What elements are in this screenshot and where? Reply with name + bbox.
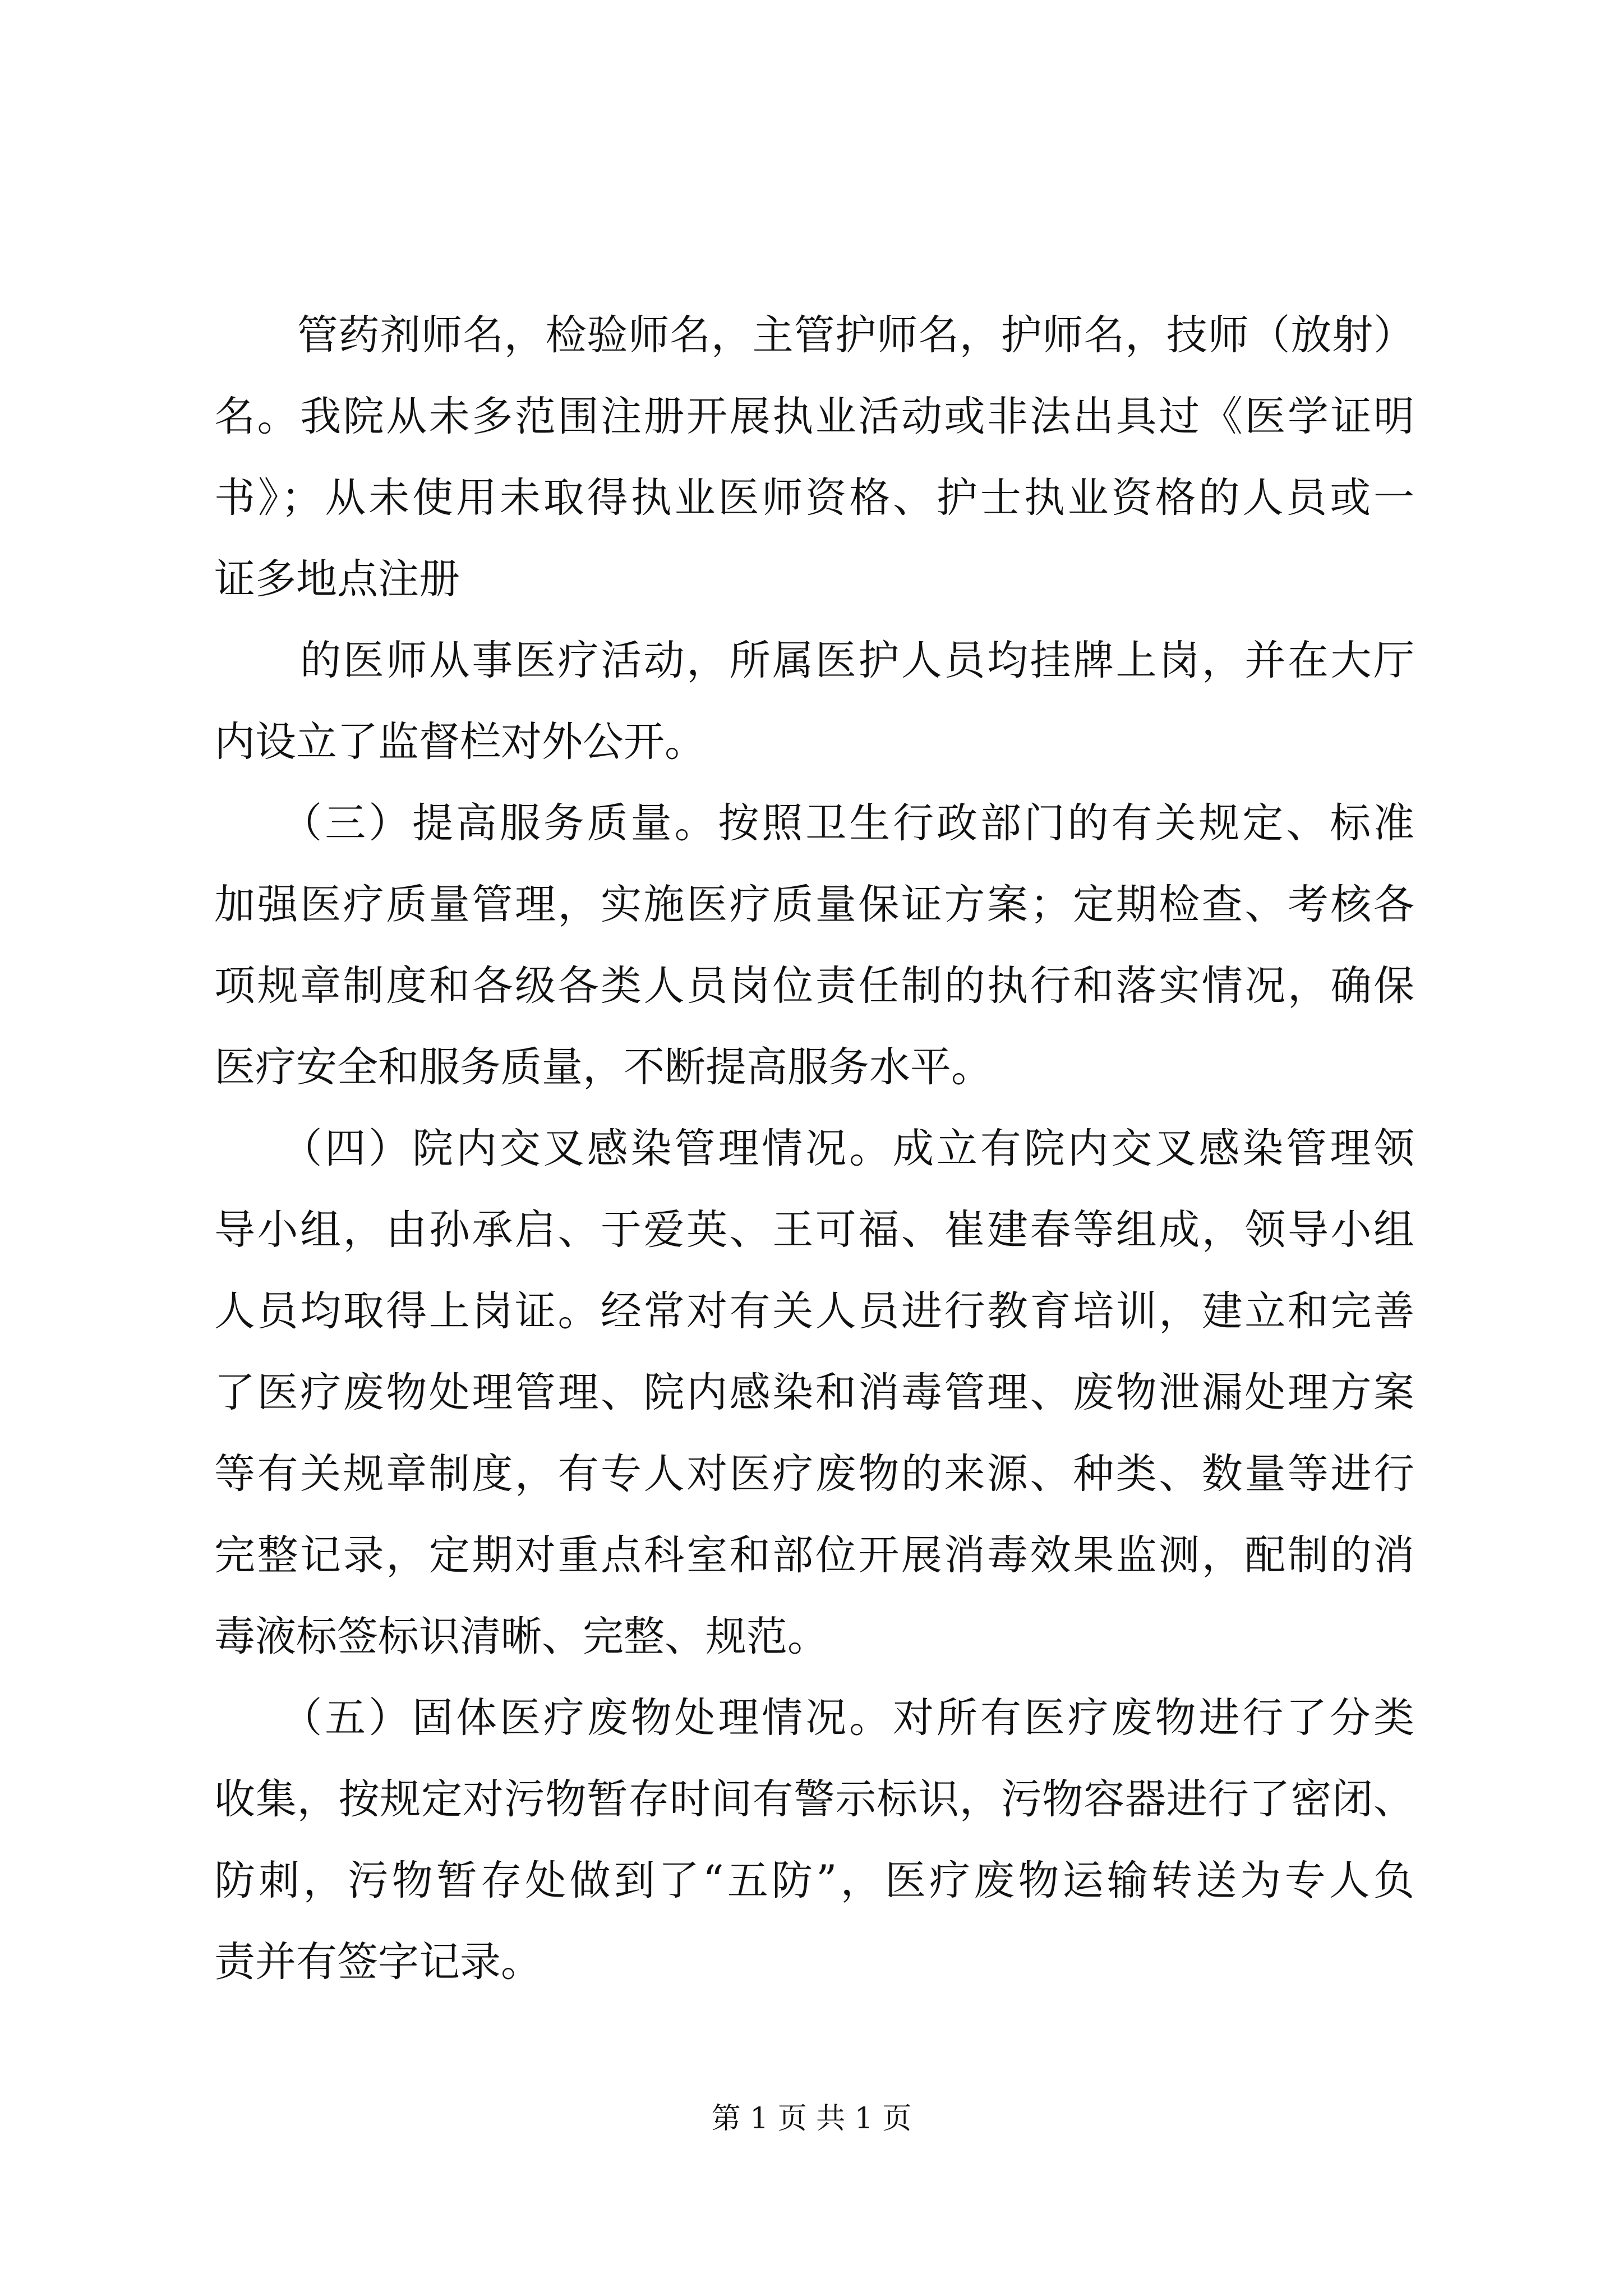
text-line: 人员均取得上岗证。经常对有关人员进行教育培训，建立和完善 bbox=[214, 1287, 1414, 1335]
text-line: 证多地点注册 bbox=[214, 555, 460, 603]
text-line: 管药剂师名，检验师名，主管护师名，护师名，技师（放射） bbox=[214, 311, 1414, 359]
text-line: 等有关规章制度，有专人对医疗废物的来源、种类、数量等进行 bbox=[214, 1450, 1414, 1498]
text-line: 防刺，污物暂存处做到了“五防”，医疗废物运输转送为专人负 bbox=[214, 1857, 1414, 1904]
text-line: 收集，按规定对污物暂存时间有警示标识，污物容器进行了密闭、 bbox=[214, 1775, 1414, 1823]
text-line: 责并有签字记录。 bbox=[214, 1938, 542, 1986]
body-text bbox=[214, 295, 1414, 2003]
text-line: （五）固体医疗废物处理情况。对所有医疗废物进行了分类 bbox=[214, 1694, 1414, 1742]
text-line: 书》；从未使用未取得执业医师资格、护士执业资格的人员或一 bbox=[214, 474, 1414, 522]
page-footer: 第 1 页 共 1 页 bbox=[711, 2102, 912, 2136]
text-line: 内设立了监督栏对外公开。 bbox=[214, 718, 706, 766]
text-line: （三）提高服务质量。按照卫生行政部门的有关规定、标准 bbox=[214, 799, 1414, 847]
text-line: 导小组，由孙承启、于爱英、王可福、崔建春等组成，领导小组 bbox=[214, 1206, 1414, 1254]
text-line: 了医疗废物处理管理、院内感染和消毒管理、废物泄漏处理方案 bbox=[214, 1369, 1414, 1416]
text-line: 的医师从事医疗活动，所属医护人员均挂牌上岗，并在大厅 bbox=[214, 637, 1414, 684]
text-line: 加强医疗质量管理，实施医疗质量保证方案；定期检查、考核各 bbox=[214, 881, 1414, 928]
text-line: 完整记录，定期对重点科室和部位开展消毒效果监测，配制的消 bbox=[214, 1531, 1414, 1579]
text-line: 医疗安全和服务质量，不断提高服务水平。 bbox=[214, 1043, 992, 1091]
text-line: 毒液标签标识清晰、完整、规范。 bbox=[214, 1613, 828, 1660]
text-line: 名。我院从未多范围注册开展执业活动或非法出具过《医学证明 bbox=[214, 393, 1414, 440]
text-line: （四）院内交叉感染管理情况。成立有院内交叉感染管理领 bbox=[214, 1125, 1414, 1172]
text-line: 项规章制度和各级各类人员岗位责任制的执行和落实情况，确保 bbox=[214, 962, 1414, 1010]
